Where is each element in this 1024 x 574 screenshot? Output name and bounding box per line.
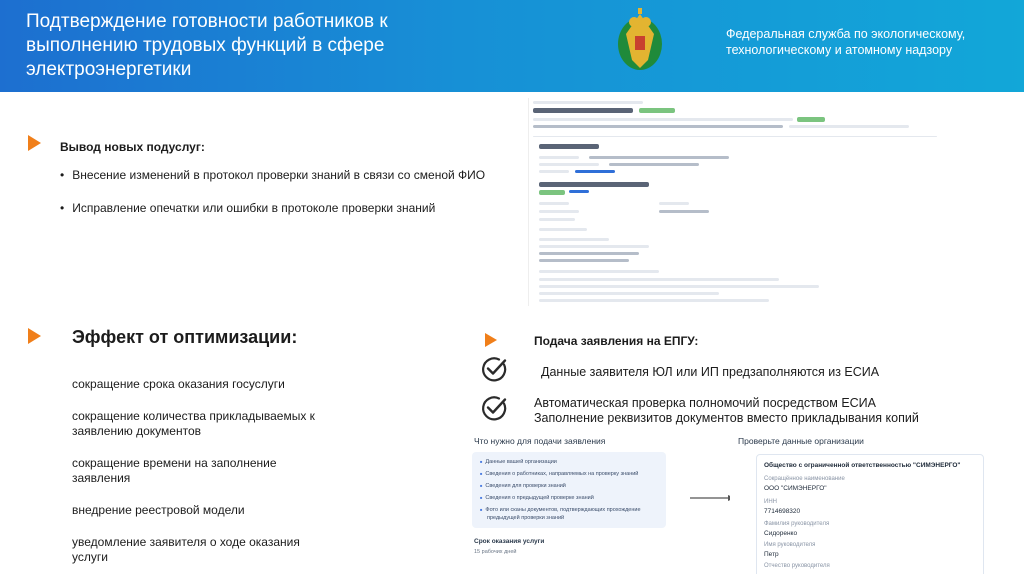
requirement-item: ■ Фото или сканы документов, подтверждающих прохождение — [480, 507, 641, 513]
effect-line: заявлению документов — [72, 424, 201, 438]
name-value: Петр — [764, 551, 779, 558]
requirement-item: ■ Данные вашей организации — [480, 459, 557, 465]
surname-value: Сидоренко — [764, 530, 798, 537]
agency-name — [726, 26, 1016, 58]
inn-value: 7714698320 — [764, 508, 801, 515]
epgu-line: Автоматическая проверка полномочий посредством ЕСИА — [534, 396, 877, 410]
slide-title — [26, 10, 466, 82]
requirement-item: предыдущей проверки знаний — [487, 515, 565, 521]
short-name-label: Сокращённое наименование — [764, 476, 845, 482]
epgu-line: Заполнение реквизитов документов вместо прикладывания копий — [534, 411, 919, 425]
patronymic-label: Отчество руководителя — [764, 563, 830, 569]
effect-line: сокращение срока оказания госуслуги — [72, 377, 285, 391]
effect-line: внедрение реестровой модели — [72, 503, 245, 517]
term-value: 15 рабочих дней — [474, 549, 517, 555]
title-line: выполнению трудовых функций в сфере — [26, 35, 385, 56]
orange-arrow-icon — [28, 328, 41, 344]
title-line: Подтверждение готовности работников к — [26, 11, 388, 32]
effect-line: заявления — [72, 471, 131, 485]
effect-line: уведомление заявителя о ходе оказания — [72, 535, 300, 549]
name-label: Имя руководителя — [764, 542, 816, 548]
orange-arrow-icon — [28, 135, 41, 151]
org-full-name: Общество с ограниченной ответственностью "СИМЭНЕРГО" — [764, 462, 961, 469]
effect-item — [72, 456, 342, 486]
organization-title: Проверьте данные организации — [738, 436, 864, 446]
check-circle-icon — [480, 355, 508, 383]
effect-item — [72, 535, 342, 565]
surname-label: Фамилия руководителя — [764, 521, 830, 527]
title-line: электроэнергетики — [26, 59, 192, 80]
epgu-heading: Подача заявления на ЕПГУ: — [534, 334, 699, 348]
check-circle-icon — [480, 394, 508, 422]
requirement-item: ■ Сведения о предыдущей проверке знаний — [480, 495, 594, 501]
subservice-item: • Внесение изменений в протокол проверки знаний в связи со сменой ФИО — [60, 168, 485, 183]
requirement-item: ■ Сведения для проверки знаний — [480, 483, 566, 489]
header-banner — [0, 0, 1024, 92]
requirement-item: ■ Сведения о работниках, направляемых на проверку знаний — [480, 471, 638, 477]
subservice-item: • Исправление опечатки или ошибки в протоколе проверки знаний — [60, 201, 435, 216]
agency-line: Федеральная служба по экологическому, — [726, 27, 966, 41]
epgu-requirements-screenshot — [468, 432, 666, 574]
agency-line: технологическому и атомному надзору — [726, 43, 953, 57]
effect-line: услуги — [72, 550, 108, 564]
effect-line: сокращение времени на заполнение — [72, 456, 277, 470]
effect-item — [72, 377, 342, 392]
short-name-value: ООО "СИМЭНЕРГО" — [764, 485, 827, 492]
orange-arrow-icon — [485, 333, 497, 347]
effect-item — [72, 503, 342, 518]
requirements-title: Что нужно для подачи заявления — [474, 436, 606, 446]
effect-heading: Эффект от оптимизации: — [72, 327, 298, 347]
subservices-heading: Вывод новых подуслуг: — [60, 140, 205, 154]
effect-line: сокращение количества прикладываемых к — [72, 409, 315, 423]
emblem-icon — [614, 4, 666, 74]
epgu-line: Данные заявителя ЮЛ или ИП предзаполняются из ЕСИА — [541, 365, 880, 379]
inn-label: ИНН — [764, 499, 777, 505]
epgu-organization-screenshot — [730, 432, 986, 574]
effect-item — [72, 409, 342, 439]
application-screenshot — [528, 98, 966, 306]
term-label: Срок оказания услуги — [474, 538, 545, 545]
